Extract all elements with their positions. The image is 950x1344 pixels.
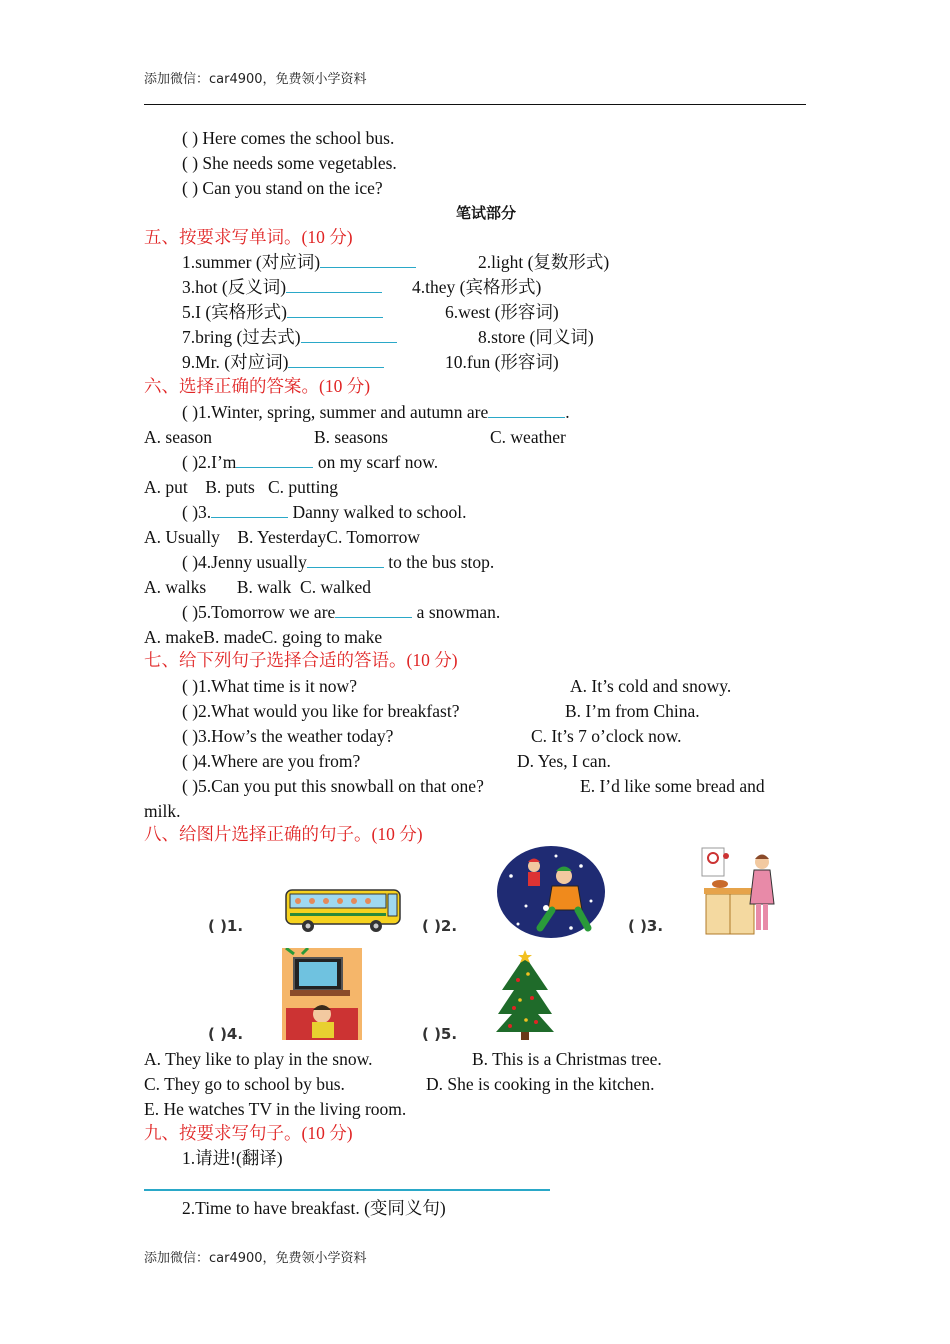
section-5-title: 五、按要求写单词。(10 分)	[144, 227, 353, 247]
s5-item: 10.fun (形容词)	[445, 352, 559, 372]
s7-answer: D. Yes, I can.	[517, 751, 611, 771]
s5-item: 9.Mr. (对应词)	[182, 350, 384, 374]
s9-item: 2.Time to have breakfast. (变同义句)	[182, 1198, 446, 1218]
s5-item: 4.they (宾格形式)	[412, 277, 542, 297]
s7-question: ( )3.How’s the weather today?	[182, 726, 394, 746]
christmas-tree-picture	[496, 950, 554, 1040]
picture-label-5: ( )5.	[422, 1025, 458, 1043]
s7-answer: B. I’m from China.	[565, 701, 700, 721]
kitchen-picture	[700, 844, 780, 938]
answer-blank[interactable]	[307, 550, 384, 568]
answer-blank[interactable]	[211, 500, 288, 518]
s8-option: D. She is cooking in the kitchen.	[426, 1074, 655, 1094]
s6-question-1: ( )1.Winter, spring, summer and autumn are .	[182, 402, 570, 422]
s7-question: ( )1.What time is it now?	[182, 676, 357, 696]
listening-item: ( ) She needs some vegetables.	[182, 153, 397, 173]
s5-item: 6.west (形容词)	[445, 302, 559, 322]
s8-option: A. They like to play in the snow.	[144, 1049, 373, 1069]
page-header: 添加微信：car4900，免费领小学资料	[144, 72, 367, 87]
s5-item: 5.I (宾格形式)	[182, 300, 383, 324]
s7-question: ( )5.Can you put this snowball on that one?	[182, 776, 484, 796]
s7-answer: E. I’d like some bread and	[580, 776, 765, 796]
watching-tv-picture	[282, 948, 362, 1040]
s5-item: 7.bring (过去式)	[182, 325, 397, 349]
section-9-title: 九、按要求写句子。(10 分)	[144, 1123, 353, 1143]
section-6-title: 六、选择正确的答案。(10 分)	[144, 376, 371, 396]
answer-blank[interactable]	[287, 300, 383, 318]
s7-answer: A. It’s cold and snowy.	[570, 676, 732, 696]
s6-option: C. weather	[490, 427, 566, 447]
school-bus-picture	[284, 886, 404, 936]
listening-item: ( ) Here comes the school bus.	[182, 128, 395, 148]
listening-item: ( ) Can you stand on the ice?	[182, 178, 383, 198]
s5-item: 3.hot (反义词)	[182, 275, 382, 299]
s7-answer-wrap: milk.	[144, 801, 181, 821]
s6-options-4: A. walks B. walk C. walked	[144, 577, 371, 597]
answer-line[interactable]	[144, 1189, 550, 1191]
s6-question-2: ( )2.I’m on my scarf now.	[182, 452, 439, 472]
written-part-title: 笔试部分	[456, 204, 517, 222]
picture-label-1: ( )1.	[208, 917, 244, 935]
s8-option: C. They go to school by bus.	[144, 1074, 345, 1094]
section-7-title: 七、给下列句子选择合适的答语。(10 分)	[144, 650, 458, 670]
s7-answer: C. It’s 7 o’clock now.	[531, 726, 682, 746]
snow-play-picture	[496, 846, 606, 938]
s7-question: ( )4.Where are you from?	[182, 751, 361, 771]
s8-option: B. This is a Christmas tree.	[472, 1049, 662, 1069]
answer-blank[interactable]	[286, 275, 382, 293]
s6-question-5: ( )5.Tomorrow we are a snowman.	[182, 602, 501, 622]
answer-blank[interactable]	[288, 350, 384, 368]
answer-blank[interactable]	[236, 450, 313, 468]
s7-question: ( )2.What would you like for breakfast?	[182, 701, 460, 721]
picture-label-2: ( )2.	[422, 917, 458, 935]
s6-question-3: ( )3. Danny walked to school.	[182, 502, 467, 522]
section-8-title: 八、给图片选择正确的句子。(10 分)	[144, 824, 423, 844]
s6-options-3: A. Usually B. YesterdayC. Tomorrow	[144, 527, 421, 547]
s9-item: 1.请进!(翻译)	[182, 1148, 283, 1168]
s6-options-5: A. makeB. madeC. going to make	[144, 627, 383, 647]
answer-blank[interactable]	[335, 600, 412, 618]
answer-blank[interactable]	[320, 250, 416, 268]
s5-item: 8.store (同义词)	[478, 327, 594, 347]
picture-label-3: ( )3.	[628, 917, 664, 935]
s6-question-4: ( )4.Jenny usually to the bus stop.	[182, 552, 495, 572]
s6-options-2: A. put B. puts C. putting	[144, 477, 338, 497]
page-footer: 添加微信：car4900，免费领小学资料	[144, 1251, 367, 1266]
answer-blank[interactable]	[488, 400, 565, 418]
header-rule	[144, 104, 806, 105]
picture-label-4: ( )4.	[208, 1025, 244, 1043]
s6-option: A. season	[144, 427, 213, 447]
s5-item: 2.light (复数形式)	[478, 252, 610, 272]
s6-option: B. seasons	[314, 427, 388, 447]
answer-blank[interactable]	[301, 325, 397, 343]
s8-option: E. He watches TV in the living room.	[144, 1099, 407, 1119]
s5-item: 1.summer (对应词)	[182, 250, 416, 274]
